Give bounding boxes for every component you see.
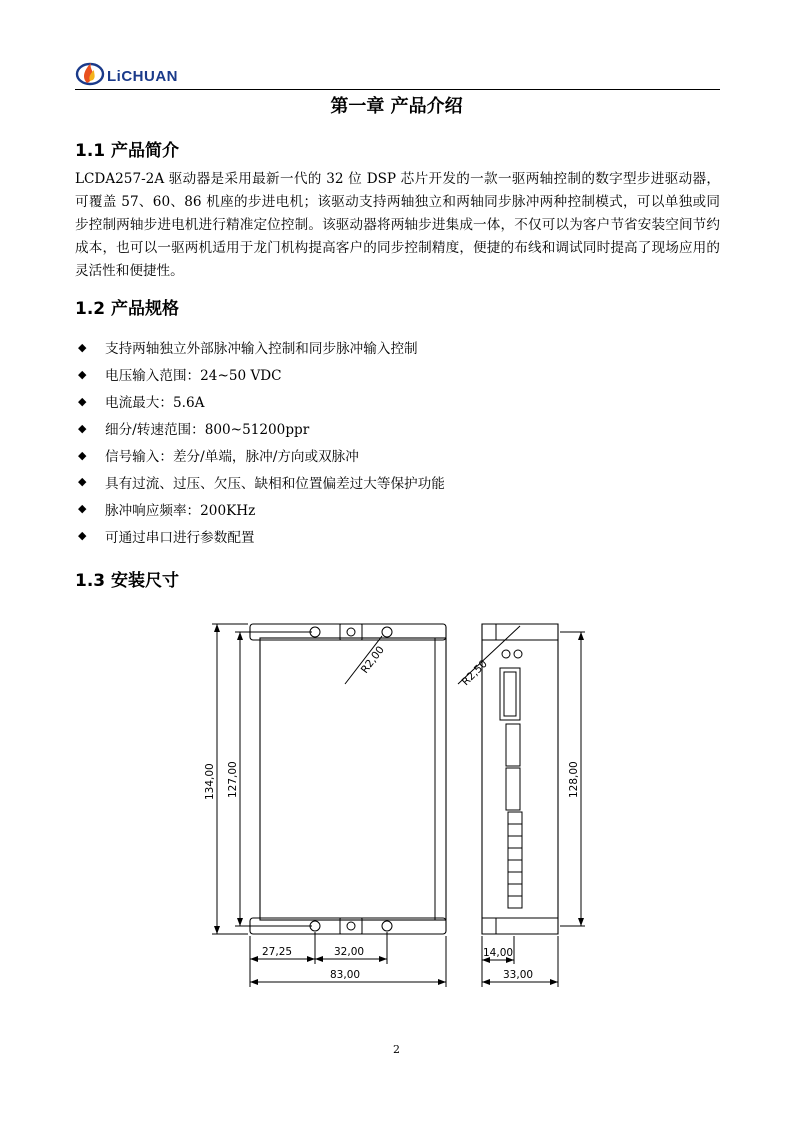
chapter-title: 第一章 产品介绍 — [330, 96, 463, 117]
spec-list — [78, 334, 445, 549]
side-width-label: 33,00 — [503, 969, 534, 981]
dimension-drawing — [190, 612, 580, 992]
front-hole-offset-label: 27,25 — [262, 946, 293, 958]
spec-item: ◆ 脉冲响应频率：200KHz — [78, 502, 256, 519]
front-height-inner-label: 127,00 — [227, 761, 239, 798]
side-offset-label: 14,00 — [483, 947, 514, 959]
front-radius-label: R2,00 — [358, 644, 387, 676]
front-height-outer-label: 134,00 — [204, 763, 216, 800]
spec-item: ◆ 电流最大：5.6A — [78, 394, 205, 412]
diamond-bullet-icon: ◆ — [78, 502, 87, 516]
spec-item: ◆ 支持两轴独立外部脉冲输入控制和同步脉冲输入控制 — [78, 340, 418, 358]
front-width-label: 83,00 — [330, 969, 361, 981]
section-title-dims: 1.3 安装尺寸 — [75, 571, 180, 591]
company-logo — [75, 58, 178, 88]
section-title-specs: 1.2 产品规格 — [75, 299, 180, 319]
front-hole-spacing-label: 32,00 — [334, 946, 365, 958]
page-number: 2 — [393, 1043, 400, 1056]
spec-item: ◆ 细分/转速范围：800~51200ppr — [78, 421, 310, 439]
side-radius-label: R2,50 — [459, 657, 490, 689]
side-height-label: 128,00 — [568, 761, 580, 798]
section-title-intro: 1.1 产品简介 — [75, 141, 180, 161]
diamond-bullet-icon: ◆ — [78, 529, 87, 543]
front-height-inner-dim — [235, 632, 312, 926]
diamond-bullet-icon: ◆ — [78, 394, 87, 408]
logo-text: LiCHUAN — [107, 67, 178, 85]
header-rule — [75, 89, 720, 90]
front-view — [250, 624, 446, 934]
spec-item: ◆ 电压输入范围：24~50 VDC — [78, 367, 282, 385]
page-header — [75, 52, 720, 90]
diamond-bullet-icon: ◆ — [78, 421, 87, 435]
intro-paragraph: LCDA257-2A 驱动器是采用最新一代的 32 位 DSP 芯片开发的一款一驱两轴控制的数字型步进驱动器，可覆盖 57、60、86 机座的步进电机；该驱动支持两轴独立和两轴同步脉冲两种控制模式，可以单独或同步控制两轴步进电机进行精准定位控制。该驱动器将两轴步进集成一体，不仅可以为客户节省安装空间节约成本，也可以一驱两机适用于龙门机构提高客户的同步控制精度，便捷的布线和调试同时提高了现场应用的灵活性和便捷性。 — [75, 171, 720, 279]
diamond-bullet-icon: ◆ — [78, 448, 87, 462]
lichuan-logo-icon — [75, 59, 105, 87]
spec-item: ◆ 具有过流、过压、欠压、缺相和位置偏差过大等保护功能 — [78, 475, 445, 492]
spec-item: ◆ 可通过串口进行参数配置 — [78, 529, 255, 546]
spec-item: ◆ 信号输入：差分/单端，脉冲/方向或双脉冲 — [78, 448, 359, 465]
diamond-bullet-icon: ◆ — [78, 475, 87, 489]
diamond-bullet-icon: ◆ — [78, 367, 87, 381]
diamond-bullet-icon: ◆ — [78, 340, 87, 354]
